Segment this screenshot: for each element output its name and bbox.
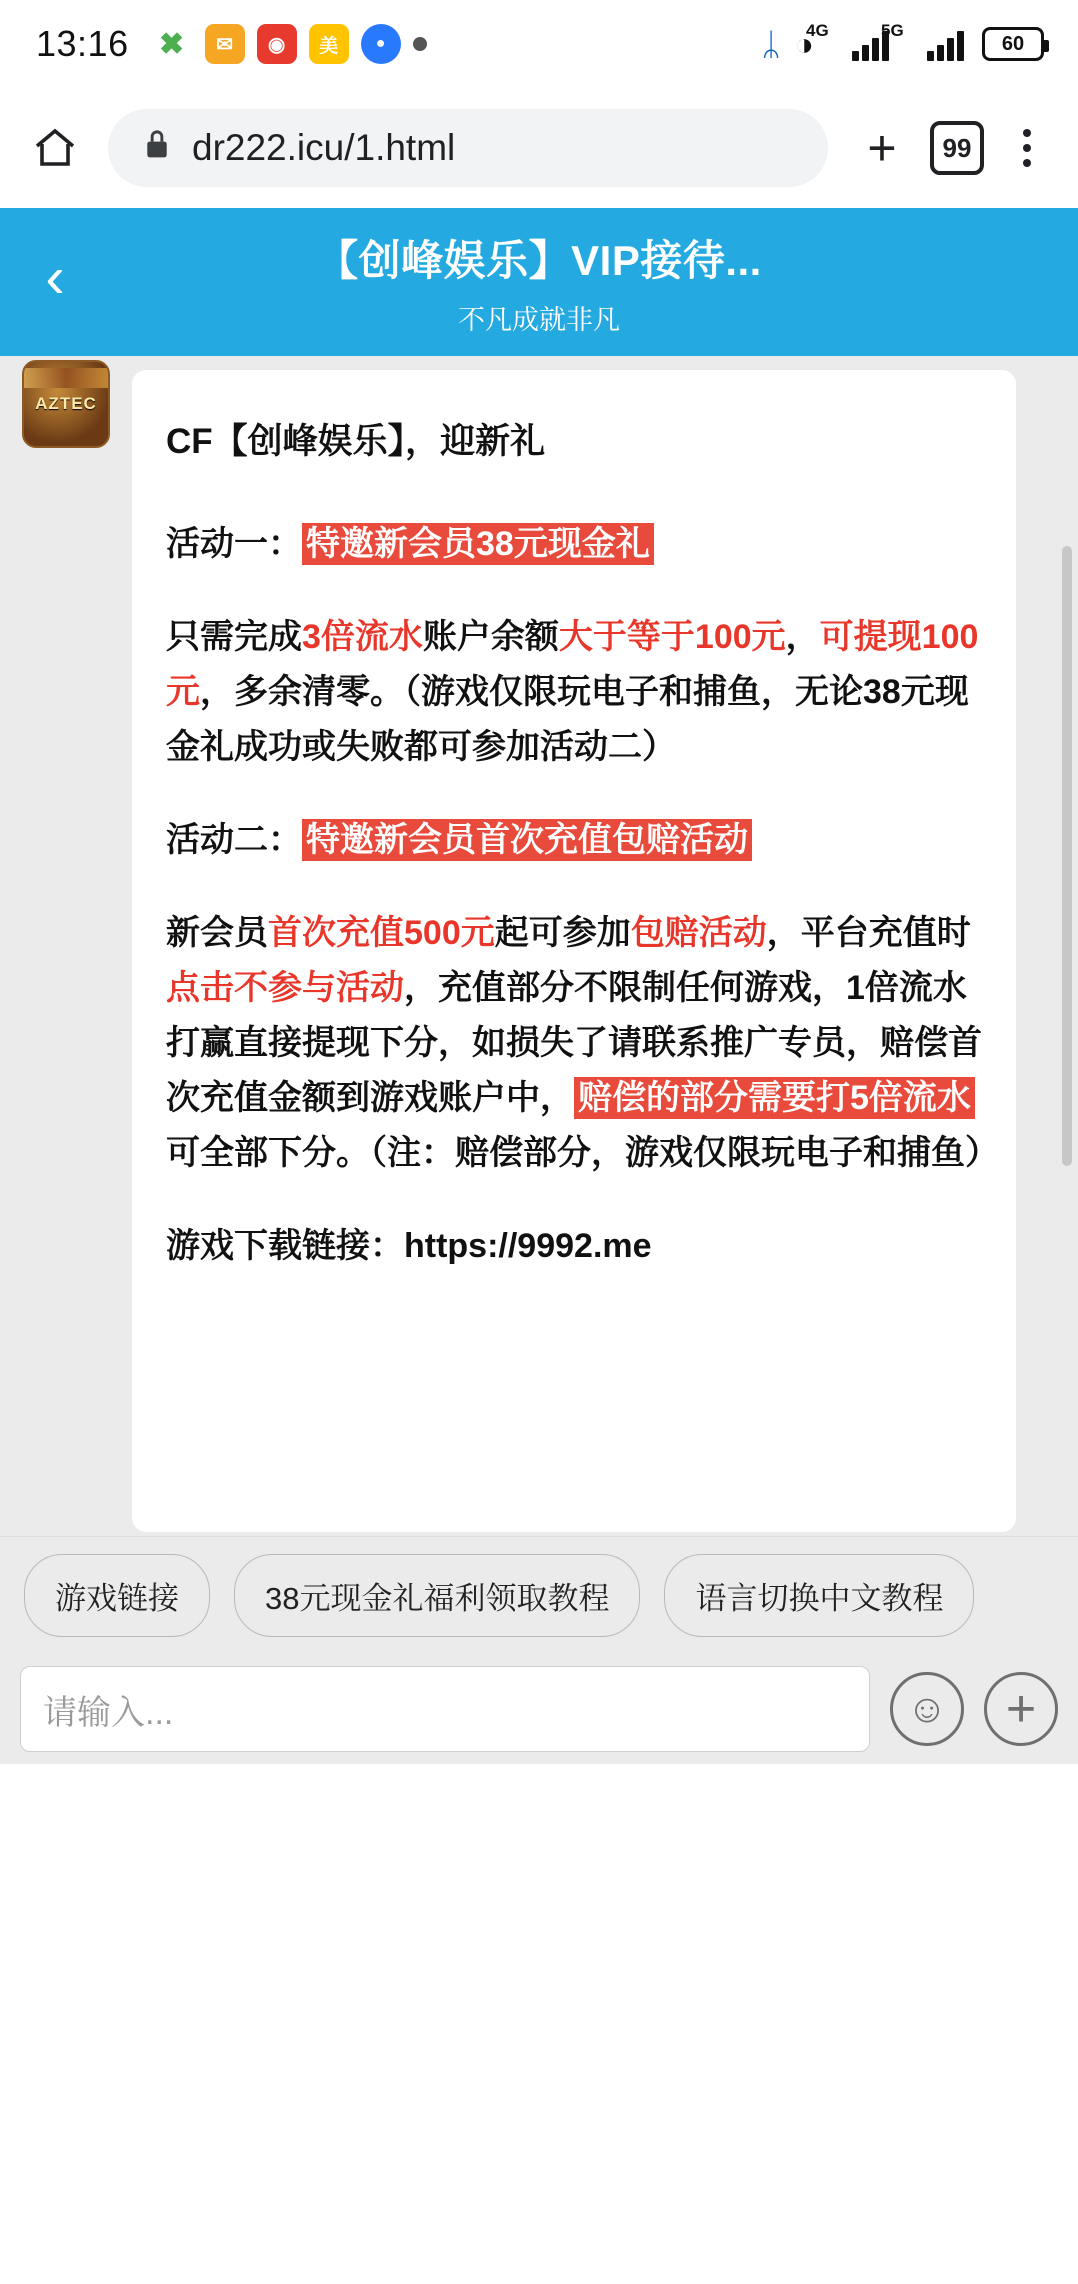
back-button[interactable]: ‹	[45, 245, 65, 310]
p2-d: 包赔活动	[630, 914, 767, 953]
activity-one-label: 活动一：	[166, 524, 302, 563]
chat-message-bubble	[132, 370, 1016, 1532]
overflow-menu-icon[interactable]	[1002, 129, 1052, 167]
p2-c: 起可参加	[494, 914, 631, 953]
page-subtitle: 不凡成就非凡	[458, 304, 620, 335]
p2-f: 点击不参与活动	[166, 969, 404, 1008]
p2-i: 可全部下分。（注：赔偿部分，游戏仅限玩电子和捕鱼）	[166, 1134, 999, 1173]
home-icon[interactable]	[26, 119, 84, 177]
battery-level: 60	[1001, 32, 1025, 55]
p2-b: 首次充值500元	[268, 914, 495, 953]
activity-one-heading	[166, 517, 982, 572]
weibo-icon: ◉	[257, 24, 297, 64]
download-link[interactable]: https://9992.me	[404, 1227, 652, 1266]
p2-a: 新会员	[166, 914, 268, 953]
bluetooth-icon: ᛦ	[761, 25, 781, 62]
p1-d: 大于等于100元	[558, 617, 786, 656]
lock-icon	[142, 127, 172, 169]
activity-one-highlight: 特邀新会员38元现金礼	[302, 523, 654, 565]
quick-reply-chip[interactable]: 38元现金礼福利领取教程	[234, 1554, 640, 1637]
p2-g: ，充值部分不限制任何游戏，1倍流水打赢直接提现下分，如损失了请联系推广专员，赔偿首次充值金额到游戏账户中，	[166, 969, 982, 1118]
chat-area	[0, 356, 1078, 1536]
app-header	[0, 208, 1078, 356]
message-input[interactable]: 请输入...	[20, 1666, 870, 1752]
meituan-icon: 美	[309, 24, 349, 64]
activity-two-heading	[166, 813, 982, 868]
download-link-line	[166, 1219, 982, 1274]
wifi-icon: ◑	[794, 25, 814, 62]
p1-f: 可提现100元	[166, 617, 979, 711]
p1-e: ，	[785, 617, 820, 656]
mail-icon: ✉	[205, 24, 245, 64]
more-dot-icon	[413, 37, 427, 51]
p1-c: 账户余额	[422, 617, 559, 656]
activity-two-label: 活动二：	[166, 821, 302, 859]
signal-2	[881, 21, 964, 61]
page-title: 【创峰娱乐】VIP接待...	[316, 236, 762, 284]
download-label: 游戏下载链接：	[166, 1227, 404, 1266]
browser-toolbar	[0, 88, 1078, 208]
composer-row	[0, 1654, 1078, 1764]
quick-reply-chip[interactable]: 游戏链接	[24, 1554, 210, 1637]
tab-switcher-button[interactable]: 99	[930, 121, 984, 175]
p2-h: 赔偿的部分需要打5倍流水	[574, 1077, 975, 1119]
quick-reply-row	[0, 1536, 1078, 1654]
p1-a: 只需完成	[166, 617, 302, 656]
status-bar	[0, 0, 1078, 88]
avatar[interactable]	[22, 360, 110, 448]
avatar-decoration	[24, 368, 108, 388]
vertical-scrollbar[interactable]	[1062, 546, 1072, 1166]
activity-two-body	[166, 906, 999, 1181]
new-tab-button[interactable]: +	[867, 120, 897, 176]
p2-e: ，平台充值时	[766, 914, 971, 953]
emoji-icon[interactable]: ☺	[890, 1672, 964, 1746]
app-title-block	[0, 228, 1078, 337]
avatar-label: AZTEC	[35, 394, 97, 413]
activity-one-body	[166, 610, 982, 775]
quick-reply-chip[interactable]: 语言切换中文教程	[664, 1554, 974, 1637]
message-title: CF【创峰娱乐】，迎新礼	[166, 422, 546, 461]
status-time: 13:16	[36, 23, 129, 64]
address-bar[interactable]	[108, 109, 828, 187]
signal-2-label: 5G	[881, 21, 904, 40]
url-text: dr222.icu/1.html	[192, 127, 456, 168]
signal-1	[806, 21, 889, 61]
p1-b: 3倍流水	[302, 617, 423, 656]
status-system-icons	[761, 0, 1044, 88]
p1-g: ，多余清零。（游戏仅限玩电子和捕鱼，无论38元现金礼成功或失败都可参加活动二）	[166, 672, 969, 766]
plus-circle-icon[interactable]: +	[984, 1672, 1058, 1746]
blue-app-icon: ●	[361, 24, 401, 64]
wechat-icon: ✖	[151, 24, 193, 64]
signal-1-label: 4G	[806, 21, 829, 40]
battery-icon	[982, 27, 1044, 61]
activity-two-highlight: 特邀新会员首次充值包赔活动	[302, 819, 752, 861]
status-notification-icons	[151, 24, 427, 64]
